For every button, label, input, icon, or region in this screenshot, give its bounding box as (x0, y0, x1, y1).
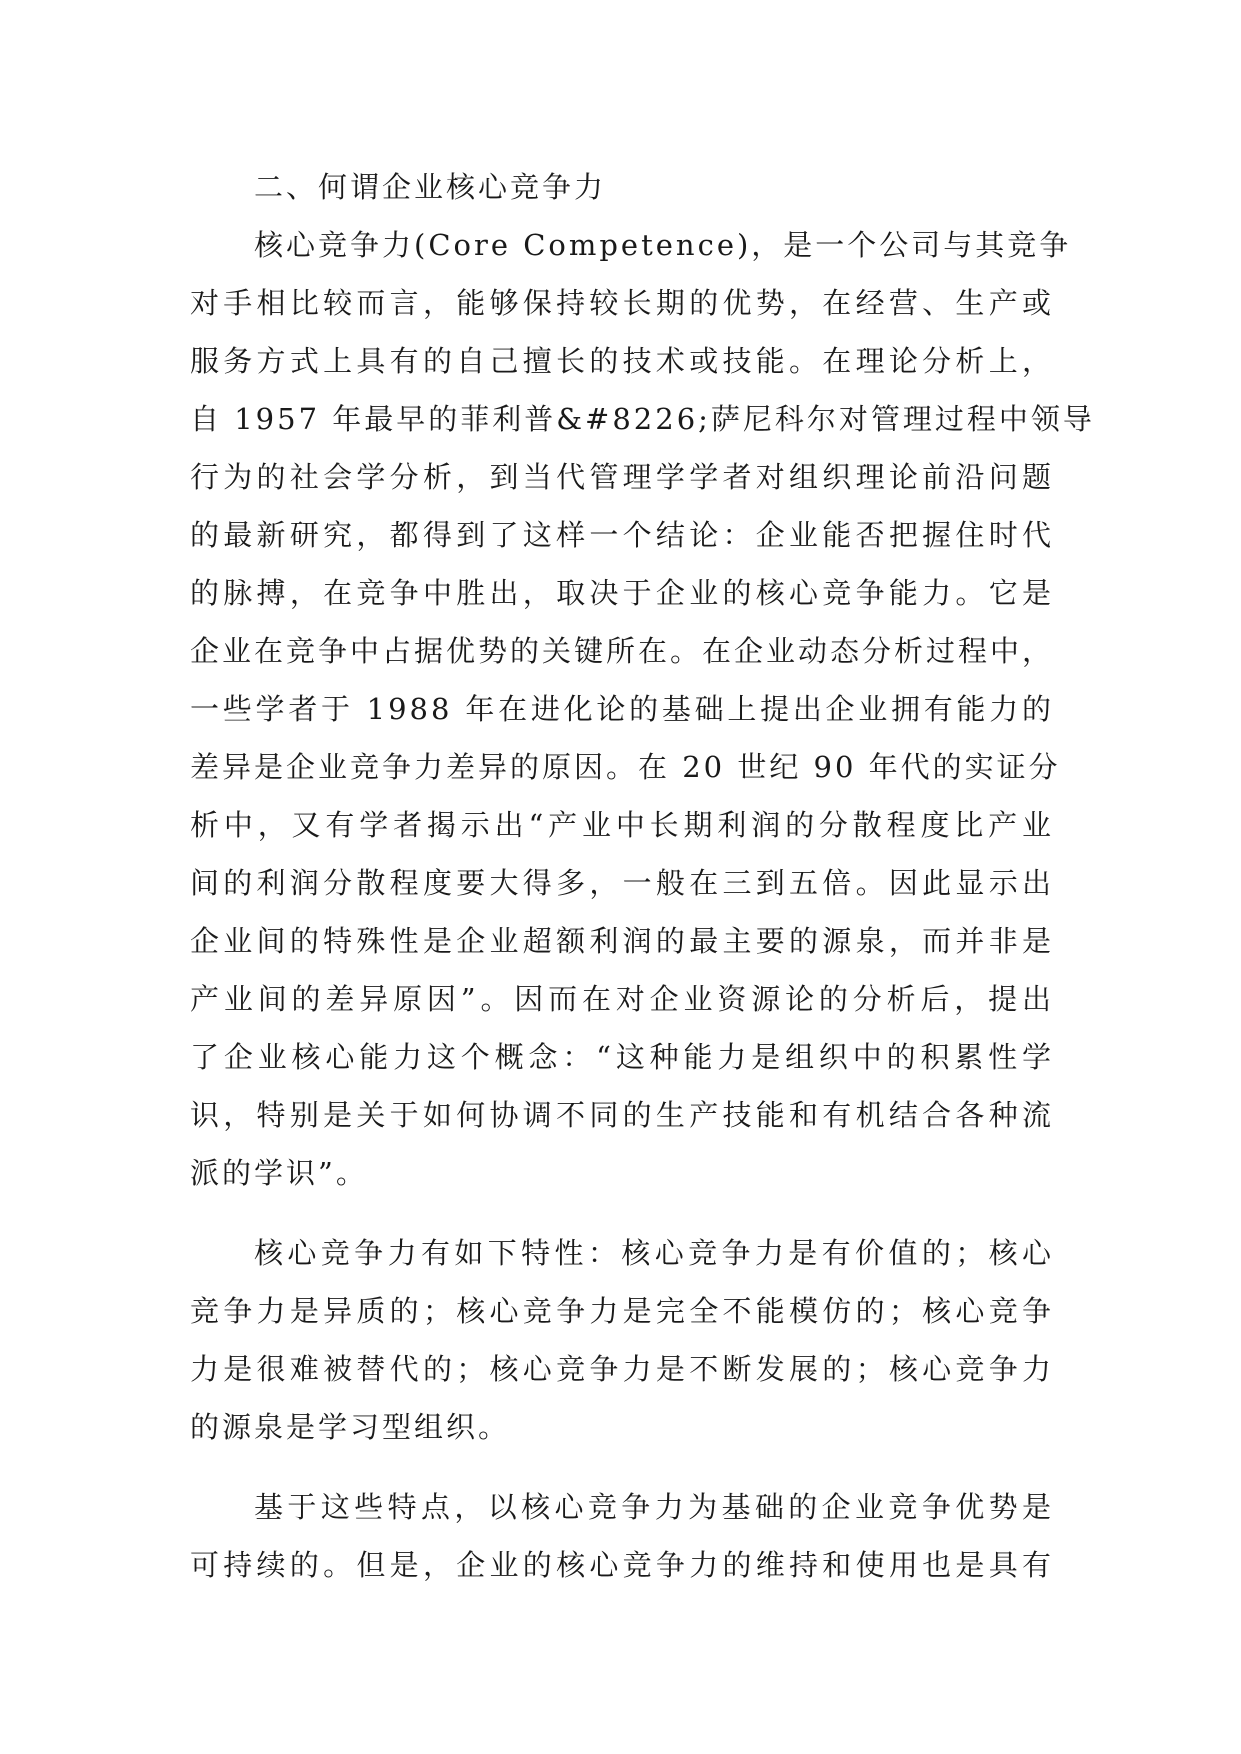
paragraph-line: 可持续的。但是，企业的核心竞争力的维持和使用也是具有 (190, 1548, 1054, 1582)
paragraph-line: 服务方式上具有的自己擅长的技术或技能。在理论分析上， (190, 344, 1054, 378)
paragraph-line: 企业在竞争中占据优势的关键所在。在企业动态分析过程中， (190, 634, 1055, 668)
paragraph-line: 析中，又有学者揭示出“产业中长期利润的分散程度比产业 (190, 808, 1054, 842)
paragraph-1 (190, 216, 1095, 1202)
paragraph-spacer (190, 1456, 1054, 1478)
paragraph-spacer (190, 1202, 1054, 1224)
paragraph-line: 对手相比较而言，能够保持较长期的优势，在经营、生产或 (190, 286, 1054, 320)
section-heading: 二、何谓企业核心竞争力 (254, 170, 607, 204)
paragraph-2 (190, 1224, 1054, 1456)
paragraph-line: 识，特别是关于如何协调不同的生产技能和有机结合各种流 (190, 1098, 1054, 1132)
paragraph-line: 差异是企业竞争力差异的原因。在 20 世纪 90 年代的实证分 (190, 750, 1061, 784)
paragraph-line: 企业间的特殊性是企业超额利润的最主要的源泉，而并非是 (190, 924, 1054, 958)
paragraph-line: 了企业核心能力这个概念：“这种能力是组织中的积累性学 (190, 1040, 1054, 1074)
paragraph-line: 核心竞争力(Core Competence)，是一个公司与其竞争 (254, 228, 1072, 262)
paragraph-line: 力是很难被替代的；核心竞争力是不断发展的；核心竞争力 (190, 1352, 1054, 1386)
paragraph-line: 间的利润分散程度要大得多，一般在三到五倍。因此显示出 (190, 866, 1054, 900)
paragraph-line: 行为的社会学分析，到当代管理学学者对组织理论前沿问题 (190, 460, 1054, 494)
paragraph-line: 竞争力是异质的；核心竞争力是完全不能模仿的；核心竞争 (190, 1294, 1054, 1328)
paragraph-line: 的源泉是学习型组织。 (190, 1410, 511, 1444)
paragraph-line: 一些学者于 1988 年在进化论的基础上提出企业拥有能力的 (190, 692, 1054, 726)
paragraph-line: 基于这些特点，以核心竞争力为基础的企业竞争优势是 (254, 1490, 1054, 1524)
document-body (190, 158, 1095, 1594)
paragraph-line: 自 1957 年最早的菲利普&#8226;萨尼科尔对管理过程中领导 (190, 402, 1095, 436)
paragraph-line: 的脉搏，在竞争中胜出，取决于企业的核心竞争能力。它是 (190, 576, 1054, 610)
paragraph-3 (190, 1478, 1054, 1594)
paragraph-line: 的最新研究，都得到了这样一个结论：企业能否把握住时代 (190, 518, 1054, 552)
paragraph-line: 派的学识”。 (190, 1156, 368, 1190)
paragraph-line: 核心竞争力有如下特性：核心竞争力是有价值的；核心 (254, 1236, 1054, 1270)
paragraph-line: 产业间的差异原因”。因而在对企业资源论的分析后，提出 (190, 982, 1054, 1016)
